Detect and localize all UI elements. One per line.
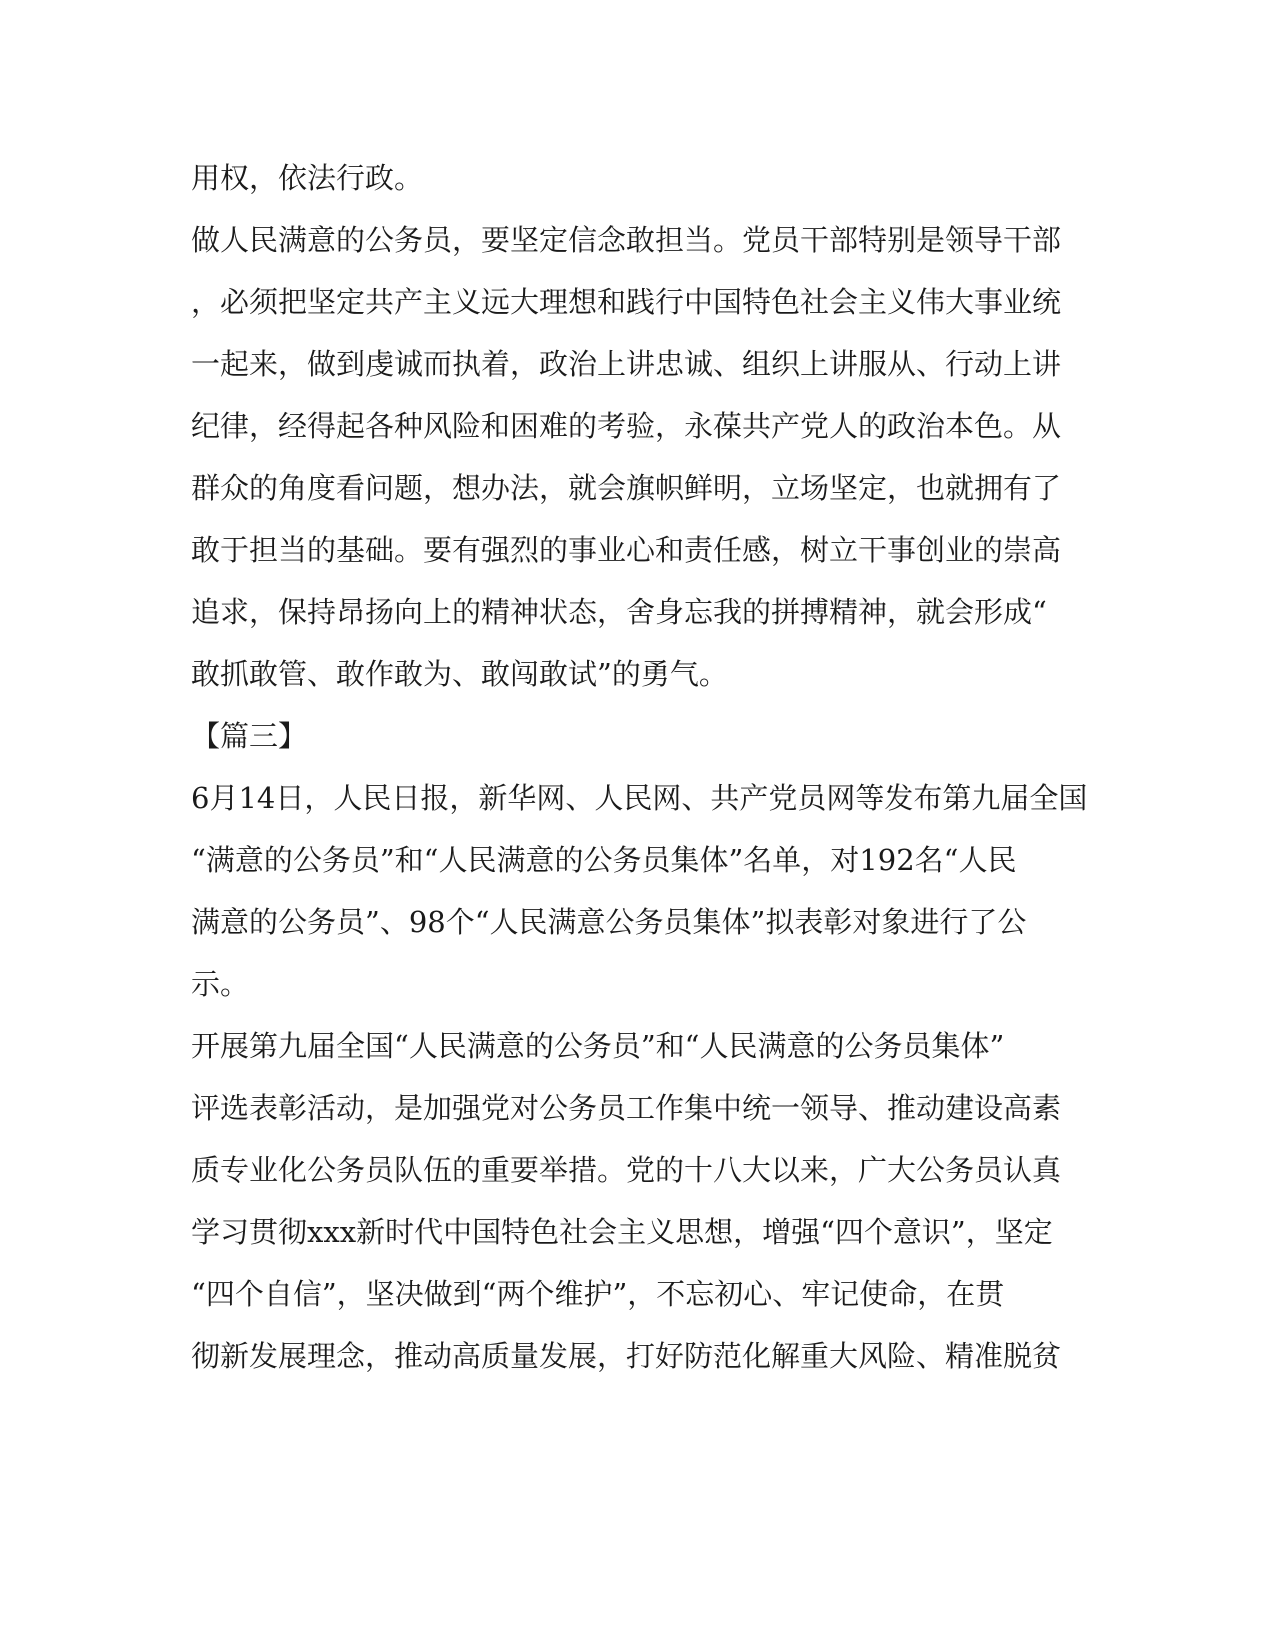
text-line: 纪律，经得起各种风险和困难的考验，永葆共产党人的政治本色。从 <box>191 409 1062 443</box>
text-line: “满意的公务员”和“人民满意的公务员集体”名单，对192名“人民 <box>191 843 1017 877</box>
text-line: 追求，保持昂扬向上的精神状态，舍身忘我的拼搏精神，就会形成“ <box>191 595 1047 629</box>
text-line: ，必须把坚定共产主义远大理想和践行中国特色社会主义伟大事业统 <box>191 285 1062 319</box>
text-line: 群众的角度看问题，想办法，就会旗帜鲜明，立场坚定，也就拥有了 <box>191 471 1062 505</box>
text-line: 用权，依法行政。 <box>191 161 424 195</box>
text-line: 开展第九届全国“人民满意的公务员”和“人民满意的公务员集体” <box>191 1029 1005 1063</box>
text-line: 6月14日，人民日报，新华网、人民网、共产党员网等发布第九届全国 <box>191 781 1088 815</box>
text-line: 敢于担当的基础。要有强烈的事业心和责任感，树立干事创业的崇高 <box>191 533 1062 567</box>
text-line: “四个自信”，坚决做到“两个维护”，不忘初心、牢记使命，在贯 <box>191 1277 1005 1311</box>
text-line: 做人民满意的公务员，要坚定信念敢担当。党员干部特别是领导干部 <box>191 223 1062 257</box>
section-heading: 【篇三】 <box>191 719 308 753</box>
text-line: 一起来，做到虔诚而执着，政治上讲忠诚、组织上讲服从、行动上讲 <box>191 347 1062 381</box>
text-line: 质专业化公务员队伍的重要举措。党的十八大以来，广大公务员认真 <box>191 1153 1062 1187</box>
text-line: 学习贯彻xxx新时代中国特色社会主义思想，增强“四个意识”，坚定 <box>191 1215 1053 1249</box>
text-line: 满意的公务员”、98个“人民满意公务员集体”拟表彰对象进行了公 <box>191 905 1027 939</box>
text-line: 评选表彰活动，是加强党对公务员工作集中统一领导、推动建设高素 <box>191 1091 1062 1125</box>
text-line: 示。 <box>191 967 250 1001</box>
text-line: 彻新发展理念，推动高质量发展，打好防范化解重大风险、精准脱贫 <box>191 1339 1062 1373</box>
text-line: 敢抓敢管、敢作敢为、敢闯敢试”的勇气。 <box>191 657 728 691</box>
